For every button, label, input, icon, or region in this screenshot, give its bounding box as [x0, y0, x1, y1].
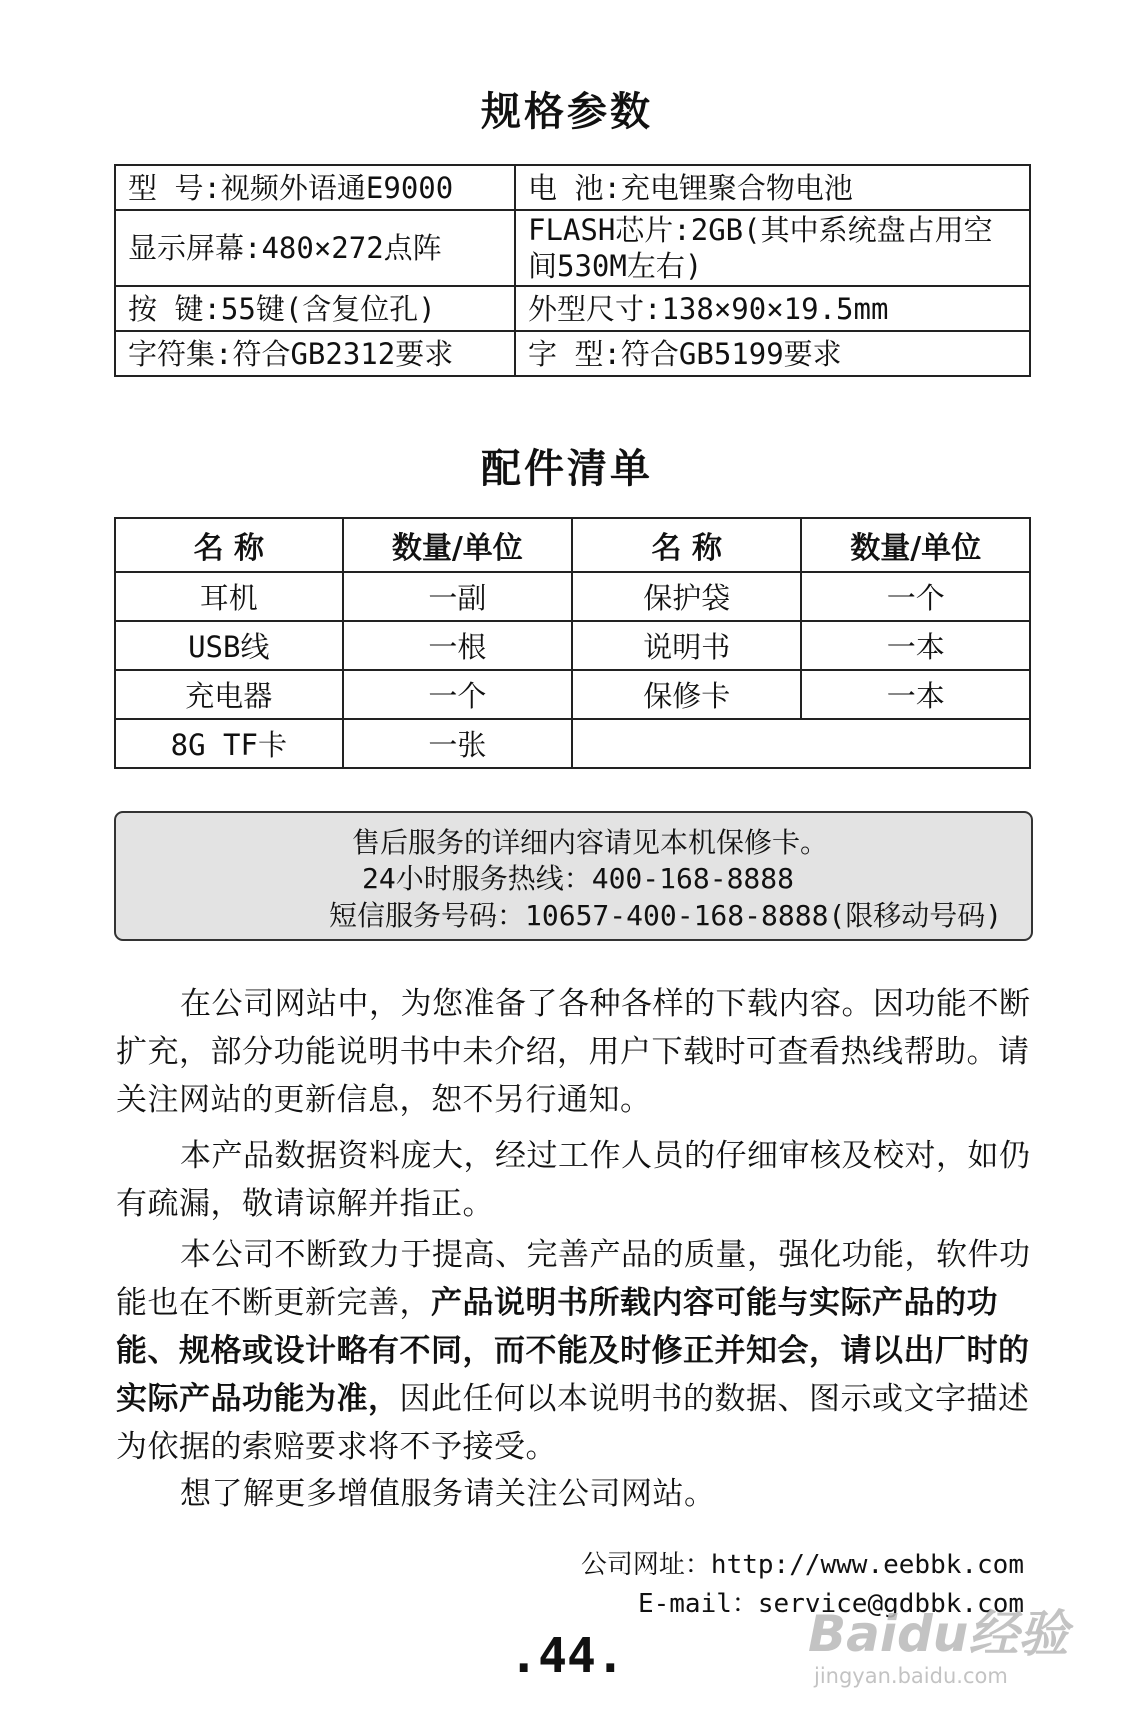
specs-table	[114, 164, 1031, 377]
specs-row	[115, 165, 1030, 210]
item-quantity: 一副	[343, 572, 572, 621]
disclaimer-text: 因此任何以本说明书的数据、图示或文字描述为依据的索赔要求将不予接受。	[116, 1381, 1030, 1465]
column-header-quantity: 数量/单位	[343, 518, 572, 572]
item-name: 8G TF卡	[115, 719, 343, 768]
service-hotline: 24小时服务热线：400-168-8888	[362, 862, 795, 895]
item-name: 耳机	[115, 572, 343, 621]
value-added-paragraph: 想了解更多增值服务请关注公司网站。	[180, 1476, 716, 1512]
item-quantity: 一个	[801, 572, 1030, 621]
baidu-watermark	[808, 1594, 1088, 1704]
item-quantity: 一张	[343, 719, 572, 768]
specs-row	[115, 286, 1030, 331]
review-paragraph: 本产品数据资料庞大，经过工作人员的仔细审核及校对，如仍有疏漏，敬请谅解并指正。	[116, 1138, 1031, 1222]
watermark-logo: Baidu经验	[808, 1605, 1069, 1663]
spec-cell: 按 键:55键(含复位孔)	[115, 286, 515, 331]
service-warranty-note: 售后服务的详细内容请见本机保修卡。	[352, 826, 829, 859]
spec-cell: 字 型:符合GB5199要求	[515, 331, 1030, 376]
table-row	[115, 572, 1030, 621]
item-quantity: 一根	[343, 621, 572, 670]
disclaimer-bold-text: 产品说明书所载内容可能与实际产品的功能、规格或设计略有不同，而不能及时修正并知会，请以出厂时的实际产品功能为准，	[116, 1285, 1030, 1417]
spec-cell: 型 号:视频外语通E9000	[115, 165, 515, 210]
item-name: 保护袋	[572, 572, 801, 621]
table-row	[115, 670, 1030, 719]
item-name: 充电器	[115, 670, 343, 719]
item-name: 保修卡	[572, 670, 801, 719]
accessories-table	[114, 517, 1031, 769]
empty-cell	[572, 719, 1030, 768]
spec-cell: 字符集:符合GB2312要求	[115, 331, 515, 376]
spec-cell: FLASH芯片:2GB(其中系统盘占用空间530M左右)	[515, 210, 1030, 286]
disclaimer-paragraph	[116, 1231, 1032, 1471]
watermark-url: jingyan.baidu.com	[814, 1664, 1008, 1688]
column-header-name: 名 称	[115, 518, 343, 572]
disclaimer-text: 本公司不断致力于提高、完善产品的质量，强化功能，软件功能也在不断更新完善，	[116, 1237, 1031, 1321]
item-name: USB线	[115, 621, 343, 670]
item-name: 说明书	[572, 621, 801, 670]
page-number: .44.	[509, 1628, 625, 1684]
company-email: E-mail：service@gdbbk.com	[637, 1589, 1024, 1619]
specs-row	[115, 210, 1030, 286]
company-website: 公司网址：http://www.eebbk.com	[580, 1550, 1024, 1580]
table-row	[115, 719, 1030, 768]
download-paragraph: 在公司网站中，为您准备了各种各样的下载内容。因功能不断扩充，部分功能说明书中未介绍，用户下载时可查看热线帮助。请关注网站的更新信息，恕不另行通知。	[116, 986, 1031, 1118]
spec-cell: 电 池:充电锂聚合物电池	[515, 165, 1030, 210]
table-row	[115, 621, 1030, 670]
service-info-box	[114, 811, 1033, 941]
specs-row	[115, 331, 1030, 376]
item-quantity: 一本	[801, 670, 1030, 719]
spec-cell: 外型尺寸:138×90×19.5mm	[515, 286, 1030, 331]
column-header-name: 名 称	[572, 518, 801, 572]
spec-cell: 显示屏幕:480×272点阵	[115, 210, 515, 286]
service-sms-number: 短信服务号码：10657-400-168-8888(限移动号码)	[329, 899, 1003, 932]
accessories-title: 配件清单	[481, 446, 653, 492]
column-header-quantity: 数量/单位	[801, 518, 1030, 572]
accessories-header-row	[115, 518, 1030, 572]
item-quantity: 一本	[801, 621, 1030, 670]
specs-title: 规格参数	[481, 89, 653, 135]
item-quantity: 一个	[343, 670, 572, 719]
